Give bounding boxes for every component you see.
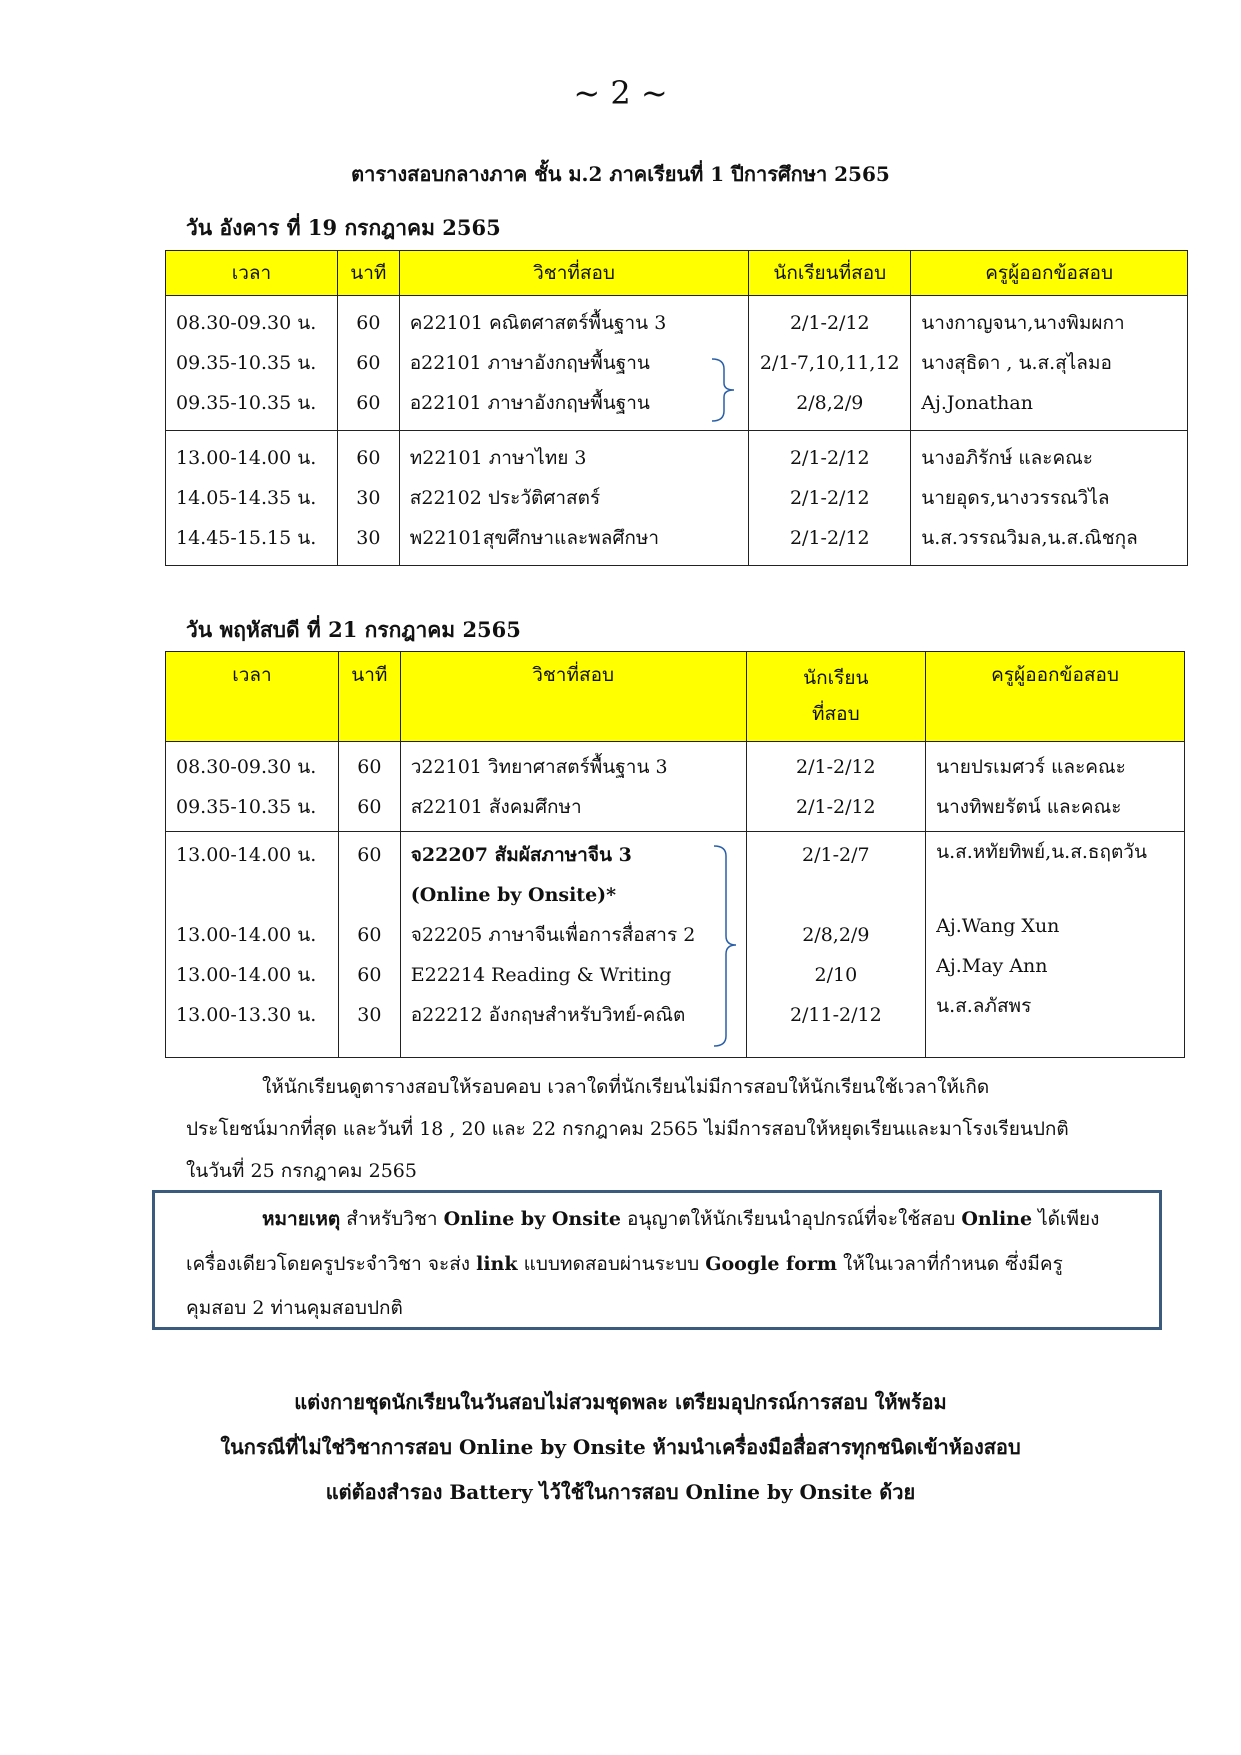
subject-cell: อ22101 ภาษาอังกฤษพื้นฐาน [409,352,650,374]
minutes-cell: 60 [357,755,382,778]
subject-cell: อ22212 อังกฤษสำหรับวิทย์-คณิต [410,1004,686,1026]
header-students-line1: นักเรียน [803,667,869,689]
students-cell: 2/8,2/9 [802,924,870,946]
time-cell: 13.00-13.30 น. [176,1004,317,1026]
minutes-cell: 30 [356,487,381,509]
minutes-cell: 60 [357,964,382,986]
teacher-cell: น.ส.หทัยทิพย์,น.ส.ธฤตวัน [936,841,1147,863]
subject-cell: E22214 Reading & Writing [410,964,672,986]
note-line-3: คุมสอบ 2 ท่านคุมสอบปกติ [186,1297,403,1319]
day1-table [165,250,1188,566]
day2-heading: วัน พฤหัสบดี ที่ 21 กรกฎาคม 2565 [186,617,521,642]
minutes-cell: 60 [357,924,382,946]
teacher-cell: นางทิพยรัตน์ และคณะ [936,795,1122,818]
teacher-cell: นางอภิรักษ์ และคณะ [921,447,1094,469]
header-minutes: นาที [337,251,399,296]
header-students-line2: ที่สอบ [812,703,860,725]
minutes-cell: 60 [356,392,381,414]
subject-cell: ว22101 วิทยาศาสตร์พื้นฐาน 3 [410,755,668,778]
teacher-cell: Aj.Wang Xun [936,915,1060,937]
subject-cell: ค22101 คณิตศาสตร์พื้นฐาน 3 [409,312,667,334]
time-cell: 13.00-14.00 น. [176,844,317,866]
students-cell: 2/1-2/12 [789,487,870,509]
minutes-cell: 30 [356,527,381,549]
note-label: หมายเหตุ [262,1208,341,1230]
students-cell: 2/1-7,10,11,12 [759,352,900,374]
minutes-cell: 60 [357,795,382,818]
teacher-cell: Aj.Jonathan [921,392,1033,414]
header-teacher: ครูผู้ออกข้อสอบ [926,652,1185,742]
students-cell: 2/1-2/12 [789,312,870,334]
teacher-cell: Aj.May Ann [936,955,1048,977]
subject-cell: อ22101 ภาษาอังกฤษพื้นฐาน [409,392,650,414]
time-cell: 08.30-09.30 น. [176,755,317,778]
table-row-group [166,742,1185,832]
time-cell: 13.00-14.00 น. [176,924,317,946]
students-cell: 2/1-2/12 [795,795,876,818]
day1-heading: วัน อังคาร ที่ 19 กรกฎาคม 2565 [186,215,501,240]
header-time: เวลา [166,652,339,742]
day2-table [165,651,1185,1058]
page-title: ตารางสอบกลางภาค ชั้น ม.2 ภาคเรียนที่ 1 ปีการศึกษา 2565 [351,162,890,186]
header-minutes: นาที [338,652,400,742]
subject-cell: จ22207 สัมผัสภาษาจีน 3 [410,844,632,866]
students-cell: 2/1-2/12 [795,755,876,778]
header-teacher: ครูผู้ออกข้อสอบ [911,251,1188,296]
instruction-line-2: ประโยชน์มากที่สุด และวันที่ 18 , 20 และ 22 กรกฎาคม 2565 ไม่มีการสอบให้หยุดเรียนและมาโรงเรียนปกติ [186,1118,1069,1140]
students-cell: 2/1-2/12 [789,447,870,469]
table-header-row [166,251,1188,296]
students-cell: 2/11-2/12 [789,1004,882,1026]
teacher-cell: นายอุดร,นางวรรณวิไล [921,487,1110,509]
time-cell: 14.45-15.15 น. [176,527,317,549]
time-cell: 09.35-10.35 น. [176,352,317,374]
students-cell: 2/8,2/9 [796,392,864,414]
subject-cell: ส22101 สังคมศึกษา [410,795,582,818]
minutes-cell: 60 [356,312,381,334]
page-number: ~ 2 ~ [573,74,668,112]
table-row-group [166,832,1185,1058]
footer-line-3: แต่ต้องสำรอง Battery ไว้ใช้ในการสอบ Online by Onsite ด้วย [325,1480,916,1504]
minutes-cell: 30 [357,1004,382,1026]
subject-cell: ท22101 ภาษาไทย 3 [409,447,587,469]
table-row-group [166,431,1188,566]
footer-line-2: ในกรณีที่ไม่ใช่วิชาการสอบ Online by Onsite ห้ามนำเครื่องมือสื่อสารทุกชนิดเข้าห้องสอบ [220,1435,1021,1459]
students-cell: 2/10 [814,964,858,986]
subject-cell: ส22102 ประวัติศาสตร์ [409,487,601,509]
teacher-cell: นายปรเมศวร์ และคณะ [936,755,1126,778]
time-cell: 13.00-14.00 น. [176,964,317,986]
minutes-cell: 60 [356,352,381,374]
instruction-line-3: ในวันที่ 25 กรกฎาคม 2565 [186,1160,417,1182]
header-time: เวลา [166,251,338,296]
time-cell: 08.30-09.30 น. [176,312,317,334]
students-cell: 2/1-2/7 [802,844,870,866]
minutes-cell: 60 [357,844,382,866]
note-line-2: เครื่องเดียวโดยครูประจำวิชา จะส่ง link แบบทดสอบผ่านระบบ Google form ให้ในเวลาที่กำหนด ซึ่งมีครู [186,1253,1063,1275]
group-brace-icon [712,842,748,1052]
time-cell: 09.35-10.35 น. [176,392,317,414]
note-line-1: หมายเหตุ สำหรับวิชา Online by Onsite อนุญาตให้นักเรียนนำอุปกรณ์ที่จะใช้สอบ Online ได้เพียง [262,1208,1100,1230]
table-header-row [166,652,1185,742]
header-subject: วิชาที่สอบ [400,652,746,742]
subject-cell: จ22205 ภาษาจีนเพื่อการสื่อสาร 2 [410,924,696,946]
teacher-cell: นางสุธิดา , น.ส.สุไลมอ [921,352,1112,374]
students-cell: 2/1-2/12 [789,527,870,549]
header-students: นักเรียนที่สอบ [749,251,911,296]
footer-line-1: แต่งกายชุดนักเรียนในวันสอบไม่สวมชุดพละ เตรียมอุปกรณ์การสอบ ให้พร้อม [294,1390,947,1414]
subject-cell: พ22101สุขศึกษาและพลศึกษา [409,527,660,549]
teacher-cell: น.ส.วรรณวิมล,น.ส.ณิชกุล [921,527,1138,549]
group-brace-icon [710,355,746,425]
teacher-cell: น.ส.ลภัสพร [936,995,1032,1017]
subject-note: (Online by Onsite)* [410,884,617,906]
time-cell: 14.05-14.35 น. [176,487,317,509]
time-cell: 09.35-10.35 น. [176,795,317,818]
teacher-cell: นางกาญจนา,นางพิมผกา [921,312,1125,334]
instruction-line-1: ให้นักเรียนดูตารางสอบให้รอบคอบ เวลาใดที่นักเรียนไม่มีการสอบให้นักเรียนใช้เวลาให้เกิด [262,1076,990,1098]
minutes-cell: 60 [356,447,381,469]
time-cell: 13.00-14.00 น. [176,447,317,469]
table-row-group [166,296,1188,431]
header-subject: วิชาที่สอบ [399,251,749,296]
